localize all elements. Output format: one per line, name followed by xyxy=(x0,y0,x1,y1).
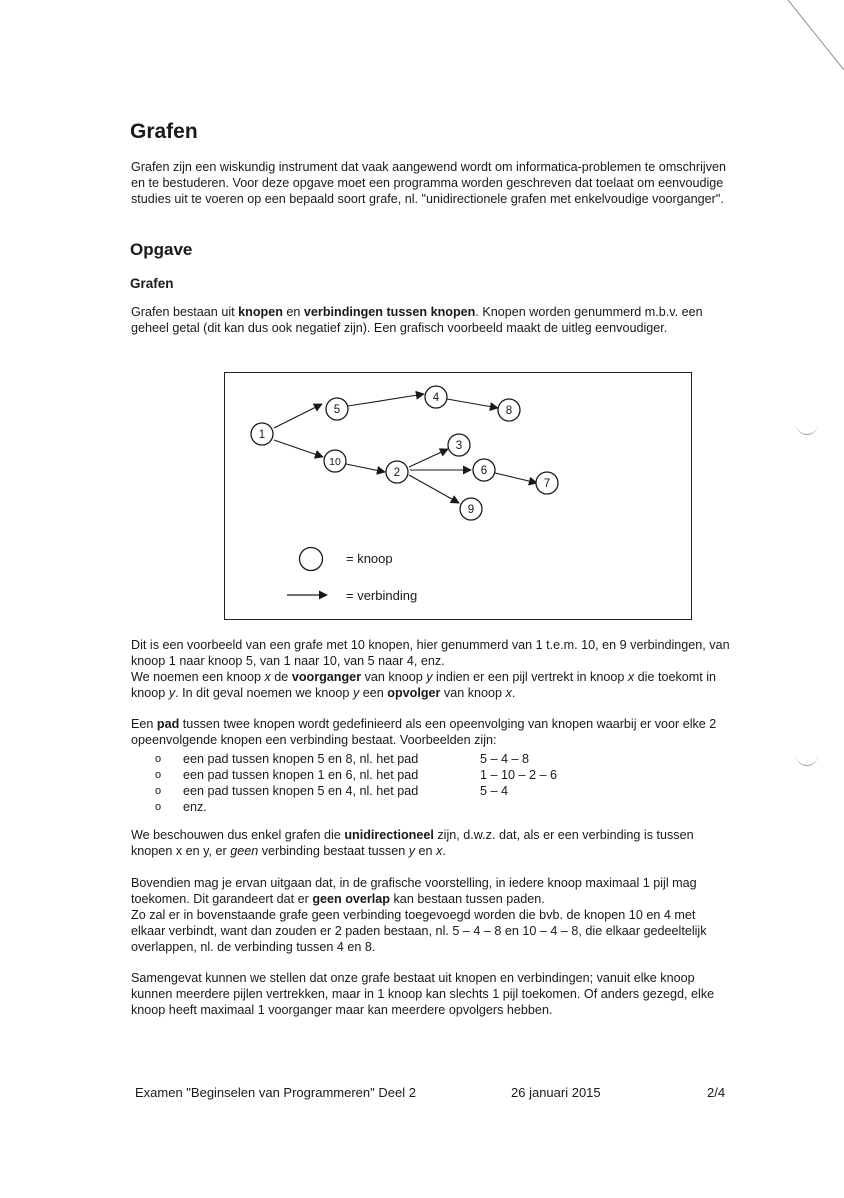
node-10 xyxy=(324,450,346,472)
punch-hole-mark xyxy=(796,755,818,766)
paragraph-summary: Samengevat kunnen we stellen dat onze grafe bestaat uit knopen en verbindingen; vanuit elke knoop kunnen meerdere pijlen vertrekken, maar in 1 knoop kan slechts 1 pijl toekomen. Of anders gezegd, elke knoop heeft maximaal 1 voorganger maar kan meerdere opvolgers hebben. xyxy=(131,971,715,1017)
paragraph-example-explanation: Dit is een voorbeeld van een grafe met 10 knopen, hier genummerd van 1 t.e.m. 10, en 9 verbindingen, van knoop 1 naar knoop 5, van 1 naar 10, van 5 naar 4, enz. We noemen een knoop x de voorganger van knoop y indien er een pijl vertrekt in knoop x die toekomt in knoop y. In dit geval noemen we knoop y een opvolger van knoop x. xyxy=(131,638,730,700)
node-6 xyxy=(473,459,495,481)
edge-5-4 xyxy=(348,394,424,406)
svg-text:5: 5 xyxy=(333,404,341,416)
edge-1-5 xyxy=(274,404,322,428)
node-3 xyxy=(448,434,470,456)
graph-diagram xyxy=(225,373,691,619)
edge-10-2 xyxy=(346,464,385,472)
paragraph-knopen: Grafen bestaan uit knopen en verbindingen tussen knopen. Knopen worden genummerd m.b.v. een geheel getal (dit kan dus ook negatief zijn). Een grafisch voorbeeld maakt de uitleg eenvoudiger. xyxy=(131,305,703,335)
node-8 xyxy=(498,399,520,421)
edge-1-10 xyxy=(274,440,323,457)
edge-2-3 xyxy=(409,449,448,467)
svg-text:10: 10 xyxy=(329,456,341,468)
svg-text:9: 9 xyxy=(467,504,475,516)
subsection-title: Grafen xyxy=(130,276,174,291)
section-title: Opgave xyxy=(130,240,193,259)
svg-text:7: 7 xyxy=(543,478,551,490)
intro-paragraph: Grafen zijn een wiskundig instrument dat vaak aangewend wordt om informatica-problemen te omschrijven en te bestuderen. Voor deze opgave moet een programma worden geschreven dat toelaat om eenvoudige studies uit te voeren op een bepaald soort grafe, nl. "unidirectionele grafen met enkelvoudige voorganger". xyxy=(131,160,726,206)
svg-text:6: 6 xyxy=(480,465,488,477)
page-title: Grafen xyxy=(130,120,198,143)
node-4 xyxy=(425,386,447,408)
paragraph-unidirectioneel: We beschouwen dus enkel grafen die unidirectioneel zijn, d.w.z. dat, als er een verbinding is tussen knopen x en y, er geen verbinding bestaat tussen y en x. xyxy=(131,828,694,858)
edge-4-8 xyxy=(447,399,498,408)
graph-figure xyxy=(224,372,692,620)
punch-hole-mark xyxy=(796,424,818,435)
exam-page: Grafen Grafen zijn een wiskundig instrument dat vaak aangewend wordt om informatica-problemen te omschrijven en te bestuderen. Voor deze opgave moet een programma worden geschreven dat toelaat om eenvoudige studies uit te voeren op een bepaald soort grafe, nl. "unidirectionele grafen met enkelvoudige voorganger". Opgave Grafen Grafen bestaan uit knopen en verbindingen tussen knopen. Knopen worden genummerd m.b.v. een geheel getal (dit kan dus ook negatief zijn). Een grafisch voorbeeld maakt de uitleg eenvoudiger. 1 5 10 4 8 2 3 6 7 9 = knoop = verbinding Dit is een voorbeeld van een grafe met 10 knopen, hier genummerd van 1 t.e.m. 10, en 9 verbindingen, van knoop 1 naar knoop 5, van 1 naar 10, van 5 naar 4, enz. We noemen een knoop x de voorganger van knoop y indien er een pijl vertrekt in knoop x die toekomt in knoop y. In dit geval noemen we knoop y een opvolger van knoop x. Een pad tussen twee knopen wordt gedefinieerd als een opeenvolging van knopen waarbij er voor elke 2 opeenvolgende knopen een verbinding bestaat. Voorbeelden zijn: o een pad tussen knopen 5 en 8, nl. het pad 5 – 4 – 8 o een pad tussen knopen 1 en 6, nl. het pad 1 – 10 – 2 – 6 o een pad tussen knopen 5 en 4, nl. het pad 5 – 4 o enz. We beschouwen dus enkel grafen die unidirectioneel zijn, d.w.z. dat, als er een verbinding is tussen knopen x en y, er geen verbinding bestaat tussen y en x. Bovendien mag je ervan uitgaan dat, in de grafische voorstelling, in iedere knoop maximaal 1 pijl mag toekomen. Dit garandeert dat er geen overlap kan bestaan tussen paden. Zo zal er in bovenstaande grafe geen verbinding toegevoegd worden die bvb. de knopen 10 en 4 met elkaar verbindt, want dan zouden er 2 paden bestaan, nl. 5 – 4 – 8 en 10 – 4 – 8, die elkaar gedeeltelijk overlappen, nl. de verbinding tussen 4 en 8. Samengevat kunnen we stellen dat onze grafe bestaat uit knopen en verbindingen; vanuit elke knoop kunnen meerdere pijlen vertrekken, maar in 1 knoop kan slechts 1 pijl toekomen. Of anders gezegd, elke knoop heeft maximaal 1 voorganger maar kan meerdere opvolgers hebben. Examen "Beginselen van Programmeren" Deel 2 26 januari 2015 2/4 xyxy=(0,0,844,1198)
svg-text:2: 2 xyxy=(393,467,401,479)
svg-text:4: 4 xyxy=(432,392,440,404)
footer-page-number: 2/4 xyxy=(707,1085,726,1100)
legend-node-label: = knoop xyxy=(346,551,393,566)
footer-date: 26 januari 2015 xyxy=(511,1085,601,1100)
paragraph-overlap: Bovendien mag je ervan uitgaan dat, in de grafische voorstelling, in iedere knoop maximaal 1 pijl mag toekomen. Dit garandeert dat er geen overlap kan bestaan tussen paden. Zo zal er in bovenstaande grafe geen verbinding toegevoegd worden die bvb. de knopen 10 en 4 met elkaar verbindt, want dan zouden er 2 paden bestaan, nl. 5 – 4 – 8 en 10 – 4 – 8, die elkaar gedeeltelijk overlappen, nl. de verbinding tussen 4 en 8. xyxy=(131,876,707,954)
edge-2-9 xyxy=(409,475,459,503)
node-1 xyxy=(251,423,273,445)
node-5 xyxy=(326,398,348,420)
edge-6-7 xyxy=(495,473,537,483)
svg-text:8: 8 xyxy=(505,405,513,417)
node-7 xyxy=(536,472,558,494)
node-2 xyxy=(386,461,408,483)
svg-text:1: 1 xyxy=(258,429,266,441)
paragraph-pad: Een pad tussen twee knopen wordt gedefinieerd als een opeenvolging van knopen waarbij er voor elke 2 opeenvolgende knopen een verbinding bestaat. Voorbeelden zijn: xyxy=(131,717,717,747)
footer-exam-title: Examen "Beginselen van Programmeren" Deel 2 xyxy=(135,1085,416,1100)
legend-edge-label: = verbinding xyxy=(346,588,418,603)
node-9 xyxy=(460,498,482,520)
folded-corner xyxy=(784,0,844,90)
svg-text:3: 3 xyxy=(455,440,463,452)
legend-node-symbol xyxy=(300,548,323,571)
